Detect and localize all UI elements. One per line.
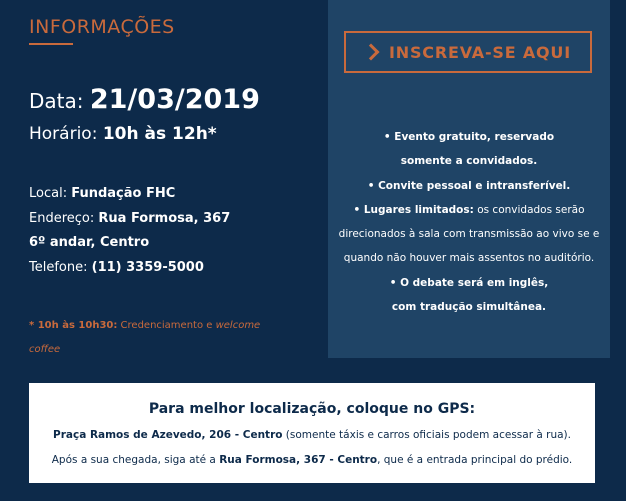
gps-box	[29, 383, 595, 483]
note-text: Credenciamento e	[117, 320, 216, 331]
address-row-2	[29, 231, 230, 256]
event-rules	[334, 125, 604, 319]
rule-language-cont: com tradução simultânea.	[391, 301, 547, 314]
rule-free-cont: somente a convidados.	[400, 155, 538, 168]
note-time: * 10h às 10h30:	[29, 320, 118, 331]
address-line2: 6º andar, Centro	[29, 235, 150, 250]
phone-row: Telefone: (11) 3359-5000	[29, 259, 204, 275]
date-label: Data:	[29, 89, 84, 113]
date-line	[29, 84, 260, 115]
address-row: Endereço: Rua Formosa, 367	[29, 210, 231, 226]
title-underline	[29, 43, 73, 45]
note-italic: welcome coffee	[29, 320, 261, 355]
signup-button-label: INSCREVA-SE AQUI	[389, 42, 571, 62]
event-details	[29, 182, 230, 280]
local-value: Fundação FHC	[71, 186, 176, 201]
info-section-title: INFORMAÇÕES	[29, 16, 175, 38]
chevron-right-icon	[363, 44, 380, 61]
phone-value: (11) 3359-5000	[91, 259, 204, 275]
rule-invite: • Convite pessoal e intransferível.	[367, 179, 571, 192]
gps-line-1: Praça Ramos de Azevedo, 206 - Centro (somente táxis e carros oficiais podem acessar à rua).	[53, 429, 571, 441]
local-row: Local: Fundação FHC	[29, 186, 176, 201]
rule-language: • O debate será em inglês,	[389, 276, 549, 289]
gps-title: Para melhor localização, coloque no GPS:	[148, 401, 476, 417]
address-value: Rua Formosa, 367	[98, 210, 231, 226]
rule-free: • Evento gratuito, reservado	[383, 131, 555, 143]
signup-button[interactable]	[344, 31, 592, 73]
rule-limited: • Lugares limitados: os convidados serão direcionados à sala com transmissão ao vivo se e quando não houver mais assentos no auditório.	[338, 203, 600, 265]
schedule-note	[29, 314, 279, 362]
time-value: 10h às 12h*	[102, 124, 217, 144]
time-label: Horário:	[29, 124, 98, 144]
time-line	[29, 124, 217, 144]
gps-line-2: Após a sua chegada, siga até a Rua Formosa, 367 - Centro, que é a entrada principal do prédio.	[51, 454, 573, 466]
date-value: 21/03/2019	[89, 84, 260, 115]
